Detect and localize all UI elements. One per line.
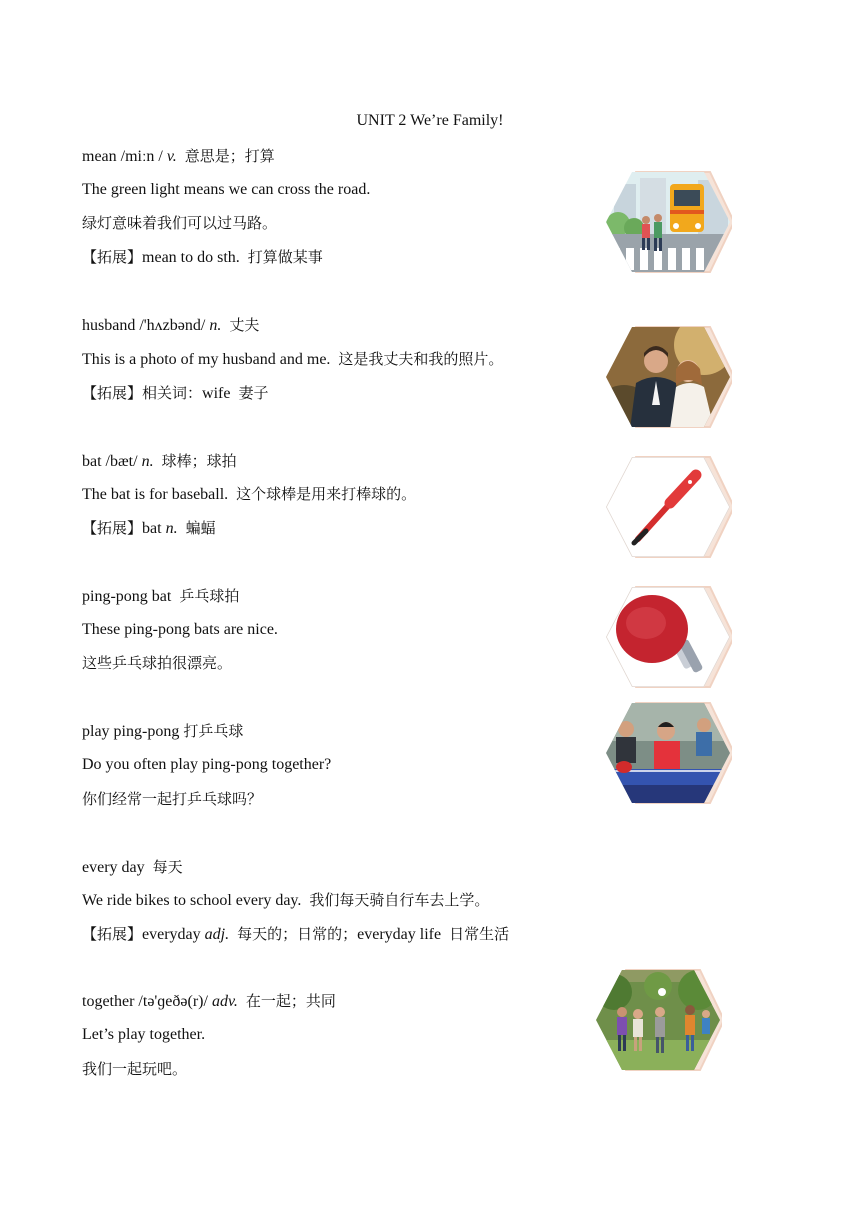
extension-line: 【拓展】相关词：wife 妻子 [82,384,269,402]
extension-line: 【拓展】mean to do sth. 打算做某事 [82,248,323,266]
example-en: Let’s play together. [82,1026,206,1043]
example-en: Do you often play ping-pong together? [82,756,332,773]
headword-play-pingpong: play ping-pong 打乒乓球 [82,722,244,740]
example-cn: 绿灯意味着我们可以过马路。 [82,214,278,232]
pingpong-paddles-photo [604,585,732,689]
example-cn: 你们经常一起打乒乓球吗？ [82,790,263,808]
baseball-bat-photo [604,455,732,559]
extension-line: 【拓展】everyday adj. 每天的；日常的；everyday life 日常生活 [82,925,510,943]
example-line: This is a photo of my husband and me. 这是我丈夫和我的照片。 [82,350,504,368]
headword-pingpong-bat: ping-pong bat 乒乓球拍 [82,587,240,605]
headword-bat: bat /bæt/ n. 球棒；球拍 [82,452,237,470]
headword-mean: mean /miːn / v. 意思是；打算 [82,147,275,165]
example-line: We ride bikes to school every day. 我们每天骑自行车去上学。 [82,891,490,909]
example-cn: 我们一起玩吧。 [82,1060,188,1078]
headword-husband: husband /'hʌzbənd/ n. 丈夫 [82,316,260,334]
example-en: The green light means we can cross the road. [82,181,371,198]
extension-line: 【拓展】bat n. 蝙蝠 [82,519,216,537]
headword-together: together /tə'ɡeðə(r)/ adv. 在一起；共同 [82,992,336,1010]
page-title: UNIT 2 We’re Family! [356,112,504,129]
example-line: The bat is for baseball. 这个球棒是用来打棒球的。 [82,485,417,503]
kids-playing-outdoors-photo [594,968,722,1072]
headword-every-day: every day 每天 [82,858,183,876]
example-cn: 这些乒乓球拍很漂亮。 [82,654,233,672]
example-en: These ping-pong bats are nice. [82,621,278,638]
wedding-couple-photo [604,325,732,429]
kids-playing-pingpong-photo [604,701,732,805]
crosswalk-bus-photo [604,170,732,274]
